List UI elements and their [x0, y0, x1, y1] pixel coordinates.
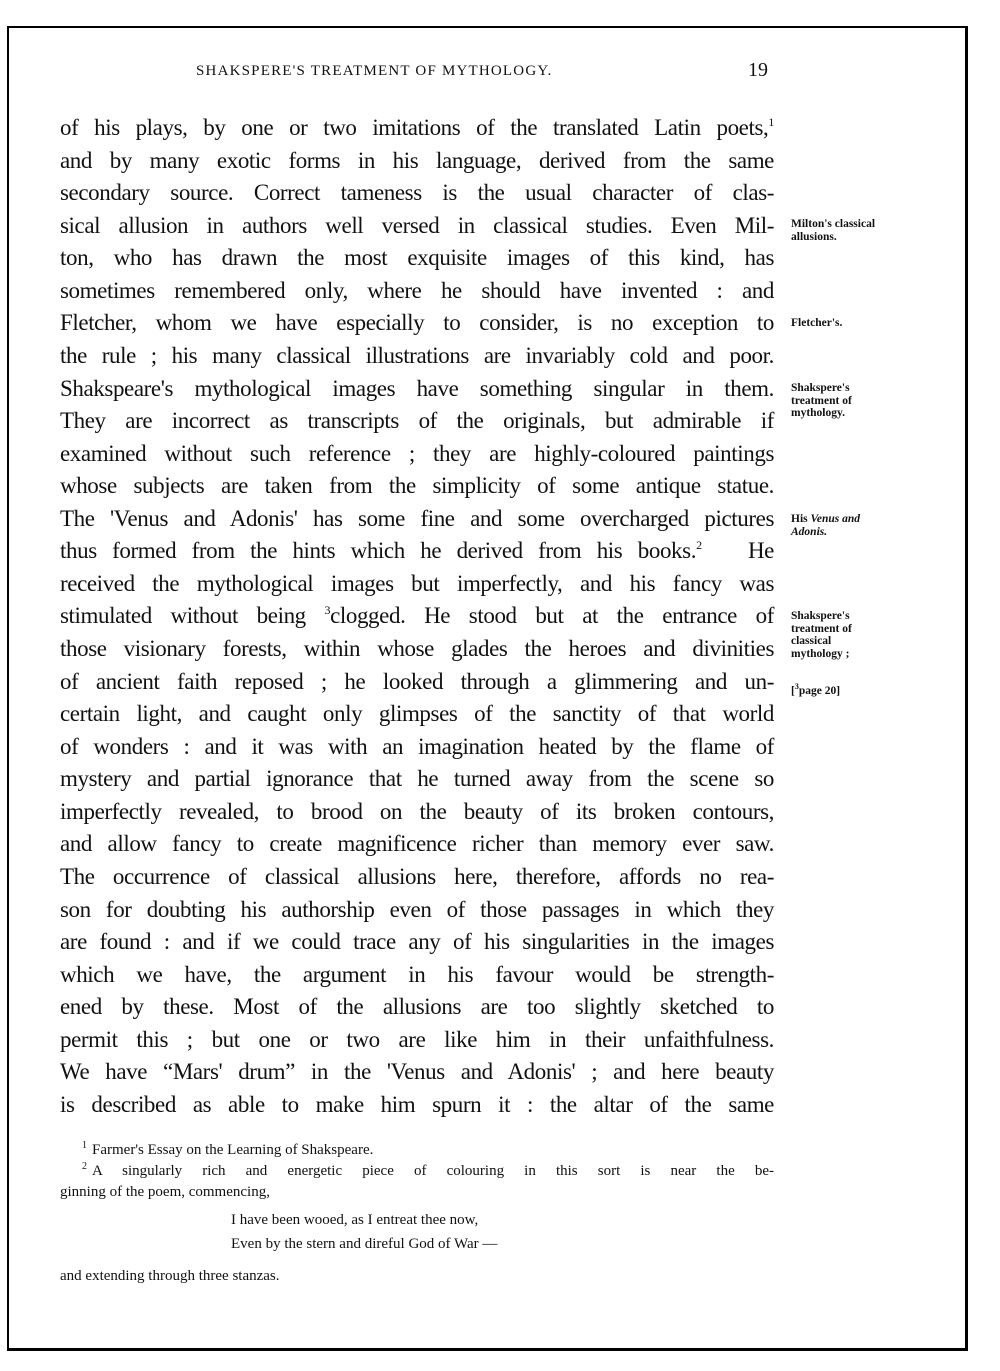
page-break-mark: 3	[324, 603, 331, 618]
text-line: We have “Mars' drum” in the 'Venus and Adonis' ; and here beauty	[60, 1059, 774, 1085]
text-line: Fletcher, whom we have especially to consider, is no exception to	[60, 310, 774, 336]
page-number: 19	[748, 59, 768, 81]
text-line: The occurrence of classical allusions here, therefore, affords no rea-	[60, 863, 774, 889]
text-line: received the mythological images but imperfectly, and his fancy was	[60, 570, 774, 596]
body-text	[60, 112, 774, 1121]
text-line: Shakspeare's mythological images have something singular in them.	[60, 375, 774, 401]
text-line: sical allusion in authors well versed in classical studies. Even Mil-	[60, 212, 774, 238]
footnote-2-cont: ginning of the poem, commencing,	[60, 1184, 270, 1200]
text-line: the rule ; his many classical illustrations are invariably cold and poor.	[60, 342, 774, 368]
text-line: of ancient faith reposed ; he looked through a glimmering and un-	[60, 668, 774, 694]
verse-line: Even by the stern and direful God of War —	[231, 1236, 498, 1252]
text-line: is described as able to make him spurn it : the altar of the same	[60, 1091, 774, 1117]
text-line: of his plays, by one or two imitations of the translated Latin poets,$^1$	[60, 115, 774, 140]
text-line: whose subjects are taken from the simplicity of some antique statue.	[60, 473, 774, 499]
text-line: those visionary forests, within whose glades the heroes and divinities	[60, 636, 774, 661]
text-line: of wonders : and it was with an imagination heated by the flame of	[60, 733, 774, 759]
text-line: examined without such reference ; they are highly-coloured paintings	[60, 440, 774, 466]
margin-note-classical-mythology: Shakspere's treatment of classical mythology ;	[791, 610, 852, 660]
footnote-2: $^2$ A singularly rich and energetic piece of colouring in this sort is near the be-	[82, 1161, 774, 1179]
text-line: and by many exotic forms in his language, derived from the same	[60, 147, 774, 173]
text-line: secondary source. Correct tameness is the usual character of clas-	[60, 180, 774, 206]
text-line: which we have, the argument in his favour would be strength-	[60, 961, 774, 987]
text-line: The 'Venus and Adonis' has some fine and some overcharged pictures	[60, 505, 774, 531]
footnotes	[60, 1140, 774, 1287]
verse-line: I have been wooed, as I entreat thee now,	[231, 1212, 479, 1228]
footnote-ref[interactable]: 2	[696, 538, 702, 553]
text-line: They are incorrect as transcripts of the originals, but admirable if	[60, 408, 774, 434]
text-line: thus formed from the hints which he derived from his books.$^2$ He	[60, 538, 774, 564]
text-line: are found : and if we could trace any of his singularities in the images	[60, 929, 774, 955]
text-line: sometimes remembered only, where he should have invented : and	[60, 277, 774, 303]
margin-note-milton: Milton's classical allusions.	[791, 218, 876, 243]
footnote-ref[interactable]: 1	[768, 115, 774, 129]
text-line: and allow fancy to create magnificence richer than memory ever saw.	[60, 831, 774, 857]
text-line: mystery and partial ignorance that he turned away from the scene so	[60, 766, 774, 792]
text-line: stimulated without being $^3$clogged. He stood but at the entrance of	[60, 603, 774, 629]
margin-note-mythology: Shakspere's treatment of mythology.	[791, 382, 852, 419]
margin-note-fletcher: Fletcher's.	[791, 317, 843, 329]
text-line: ened by these. Most of the allusions are too slightly sketched to	[60, 994, 774, 1020]
margin-note-venus-adonis: His Venus and Adonis.	[791, 513, 861, 538]
text-line: certain light, and caught only glimpses of the sanctity of that world	[60, 701, 774, 727]
footnote-2-tail: and extending through three stanzas.	[60, 1268, 280, 1284]
text-line: imperfectly revealed, to brood on the beauty of its broken contours,	[60, 798, 774, 824]
footnote-1: $^1$ Farmer's Essay on the Learning of Shakspeare.	[82, 1140, 374, 1158]
text-line: son for doubting his authorship even of those passages in which they	[60, 896, 774, 922]
margin-note-page-marker: [$^3$page 20]	[791, 682, 841, 697]
text-line: permit this ; but one or two are like him in their unfaithfulness.	[60, 1026, 774, 1052]
text-line: ton, who has drawn the most exquisite images of this kind, has	[60, 245, 774, 271]
running-title: SHAKSPERE'S TREATMENT OF MYTHOLOGY.	[196, 63, 553, 79]
